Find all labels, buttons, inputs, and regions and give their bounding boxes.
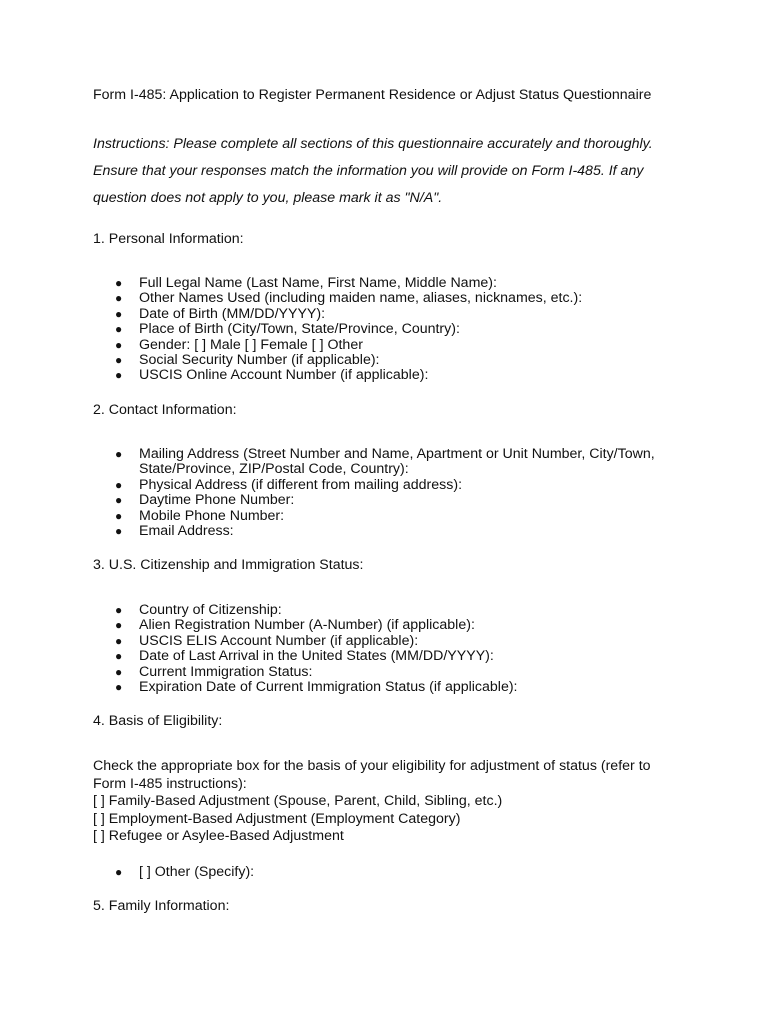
list-item: ● Date of Birth (MM/DD/YYYY): xyxy=(115,305,326,322)
bullet-icon: ● xyxy=(115,649,123,664)
instructions-line: Instructions: Please complete all sections of this questionnaire accurately and thoroughly. xyxy=(93,136,653,152)
list-item: ● Email Address: xyxy=(115,523,234,540)
eligibility-line: Check the appropriate box for the basis of your eligibility for adjustment of status (refer to xyxy=(93,758,651,774)
eligibility-options xyxy=(93,758,693,846)
bullet-icon: ● xyxy=(115,447,123,461)
section-heading-eligibility: 4. Basis of Eligibility: xyxy=(93,713,223,729)
bullet-icon: ● xyxy=(115,865,123,879)
list-item: ● Country of Citizenship: xyxy=(115,602,282,618)
citizenship-info-list xyxy=(0,603,768,695)
instructions-line: question does not apply to you, please mark it as "N/A". xyxy=(93,190,443,206)
instructions-line: Ensure that your responses match the information you will provide on Form I-485. If any xyxy=(93,163,644,179)
personal-info-list xyxy=(0,276,768,384)
list-item: ● USCIS Online Account Number (if applicable): xyxy=(115,367,429,384)
list-item: ● Expiration Date of Current Immigration Status (if applicable): xyxy=(115,679,518,696)
contact-info-list xyxy=(0,447,768,539)
section-heading-personal: 1. Personal Information: xyxy=(93,231,244,247)
list-item: ● Social Security Number (if applicable): xyxy=(115,352,380,369)
list-item: ● Gender: [ ] Male [ ] Female [ ] Other xyxy=(115,336,363,353)
bullet-icon: ● xyxy=(115,633,123,648)
instructions xyxy=(93,131,683,212)
bullet-icon: ● xyxy=(115,680,123,695)
document-title: Form I-485: Application to Register Permanent Residence or Adjust Status Questionnaire xyxy=(93,87,652,103)
bullet-icon: ● xyxy=(115,337,123,352)
bullet-icon: ● xyxy=(115,477,123,492)
eligibility-checkbox-other[interactable]: ● [ ] Other (Specify): xyxy=(115,864,255,880)
bullet-icon: ● xyxy=(115,618,123,633)
list-item: ● Mailing Address (Street Number and Name, Apartment or Unit Number, City/Town, State/Province, ZIP/Postal Code, Country): xyxy=(115,446,655,478)
section-heading-contact: 2. Contact Information: xyxy=(93,402,237,418)
bullet-icon: ● xyxy=(115,368,123,383)
eligibility-checkbox-refugee[interactable]: [ ] Refugee or Asylee-Based Adjustment xyxy=(93,828,344,845)
bullet-icon: ● xyxy=(115,276,123,290)
list-item: ● Date of Last Arrival in the United States (MM/DD/YYYY): xyxy=(115,648,494,665)
bullet-icon: ● xyxy=(115,353,123,368)
list-item: ● Full Legal Name (Last Name, First Name, Middle Name): xyxy=(115,275,497,291)
bullet-icon: ● xyxy=(115,291,123,306)
list-item: ● Current Immigration Status: xyxy=(115,663,313,680)
bullet-icon: ● xyxy=(115,322,123,337)
bullet-icon: ● xyxy=(115,508,123,523)
list-item: ● Daytime Phone Number: xyxy=(115,492,295,509)
list-item: ● USCIS ELIS Account Number (if applicable): xyxy=(115,632,419,649)
bullet-icon: ● xyxy=(115,603,123,617)
eligibility-checkbox-employment[interactable]: [ ] Employment-Based Adjustment (Employment Category) xyxy=(93,810,461,827)
bullet-icon: ● xyxy=(115,664,123,679)
list-item: ● Other Names Used (including maiden name, aliases, nicknames, etc.): xyxy=(115,290,583,307)
bullet-icon: ● xyxy=(115,493,123,508)
section-heading-citizenship: 3. U.S. Citizenship and Immigration Status: xyxy=(93,557,364,573)
list-item: ● Alien Registration Number (A-Number) (if applicable): xyxy=(115,617,475,634)
bullet-icon: ● xyxy=(115,524,123,539)
eligibility-checkbox-family[interactable]: [ ] Family-Based Adjustment (Spouse, Parent, Child, Sibling, etc.) xyxy=(93,793,503,810)
section-heading-family: 5. Family Information: xyxy=(93,898,230,914)
eligibility-line: Form I-485 instructions): xyxy=(93,775,247,792)
list-item: ● Physical Address (if different from mailing address): xyxy=(115,476,463,493)
eligibility-other-list xyxy=(0,865,768,880)
bullet-icon: ● xyxy=(115,306,123,321)
list-item: ● Mobile Phone Number: xyxy=(115,507,285,524)
list-item: ● Place of Birth (City/Town, State/Province, Country): xyxy=(115,321,460,338)
